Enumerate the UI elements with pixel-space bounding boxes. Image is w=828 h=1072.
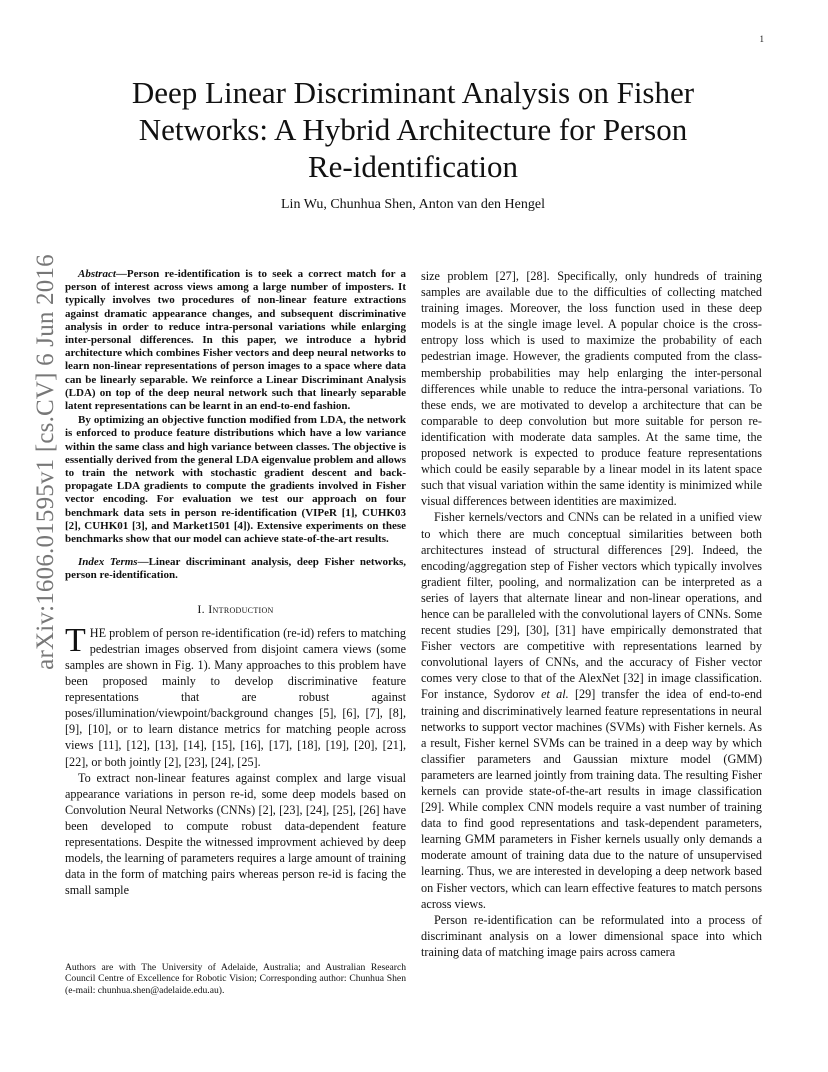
intro-text-1: problem of person re-identification (re-id) refers to matching pedestrian images observed from disjoint camera views (some samples are shown in Fig. 1). Many approaches to this problem have been proposed mainly to develop discriminative feature representations that are robust against poses/illumination/viewpoint/background changes [5], [6], [7], [8], [9], [10], or to learn distance metrics for matching people across views [11], [12], [13], [14], [15], [16], [17], [18], [19], [20], [21], [22], or both jointly [2], [23], [24], [25]. (65, 625, 406, 769)
drop-cap: T (65, 621, 86, 659)
right-paragraph-2 (421, 509, 762, 911)
author-footnote: Authors are with The University of Adelaide, Australia; and Australian Research Council Centre of Excellence for Robotic Vision; Corresponding author: Chunhua Shen (e-mail: chunhua.shen@adelaide.edu.au). (65, 962, 406, 996)
right-paragraph-2b: [29] transfer the idea of end-to-end training and discriminatively learned feature representations in neural networks to support vector machines (SVMs) with Fisher kernels. As a result, Fisher kernel SVMs can be trained in a deep way by which classifier parameters and Gaussian mixture model (GMM) parameters are learned jointly from training data. The resulting Fisher kernels can provide state-of-the-art results in image classification [29]. While complex CNN models require a vast number of training data to find good representations and task-dependent parameters, learning GMM parameters in Fisher kernels usually only demands a moderate amount of training data due to the nature of unsupervised learning. Thus, we are interested in developing a deep network based on Fisher vectors, which can learn effective features to match persons across views. (421, 687, 763, 911)
paper-title (90, 74, 736, 185)
abstract (65, 268, 406, 546)
intro-paragraph-1 (65, 621, 406, 770)
right-paragraph-2a: Fisher kernels/vectors and CNNs can be related in a unified view to which there are much conceptual similarities between both architectures instead of structural differences [29]. Indeed, the encoding/aggregation step of Fisher vectors which typically involves gradient filter, pooling, and normalization can be interpreted as a series of layers that alternate linear and non-linear operations, and hence can be paralleled with the convolutional layers of CNNs. Some recent studies [29], [30], [31] have empirically demonstrated that Fisher vectors are competitive with representations learned by convolutional layers of CNNs, and the accuracy of Fisher vector comes very close to that of the AlexNet [32] in image classification. For instance, Sydorov (421, 510, 762, 702)
right-paragraph-3: Person re-identification can be reformulated into a process of discriminant analysis on a lower dimensional space into which training data of matching image pairs across camera (421, 912, 762, 959)
index-terms-text: —Linear discriminant analysis, deep Fisher networks, person re-identification. (65, 556, 406, 582)
title-line-1: Deep Linear Discriminant Analysis on Fisher (131, 75, 695, 110)
arxiv-stamp[interactable]: arXiv:1606.01595v1 [cs.CV] 6 Jun 2016 (32, 254, 59, 670)
abstract-paragraph-2: By optimizing an objective function modified from LDA, the network is enforced to produce feature distributions which have a low variance within the same class and high variance between classes. The objective is essentially derived from the general LDA eigenvalue problem and allows to train the network with stochastic gradient descent and back-propagate LDA gradients to compute the gradients involved in Fisher vector encoding. For evaluation we test our approach on four benchmark data sets in person re-identification (VIPeR [1], CUHK03 [2], CUHK01 [3], and Market1501 [4]). Extensive experiments on these benchmarks show that our model can achieve state-of-the-art results. (65, 414, 406, 546)
right-paragraph-1: size problem [27], [28]. Specifically, only hundreds of training samples are available due to the difficulties of collecting matched training images. Moreover, the loss function used in these deep models is at the single image level. A popular choice is the cross-entropy loss which is used to maximize the probability of each pedestrian image. However, the gradients computed from the class-membership probabilities may help enlarging the inter-personal differences while unable to reduce the intra-personal variations. To these ends, we are motivated to develop a architecture that can be comparable to deep convolution but more suitable for person re-identification with moderate data samples. At the same time, the proposed network is expected to produce feature representations which could be easily separable by a linear model in its latent space such that visual variation within the same identity is minimized while visual differences between identities are maximized. (421, 269, 762, 509)
index-terms-lead: Index Terms (78, 556, 138, 569)
section-heading-introduction: I. Introduction (197, 601, 274, 616)
intro-paragraph-2: To extract non-linear features against complex and large visual appearance variations in person re-id, some deep models based on Convolution Neural Networks (CNNs) [2], [23], [24], [25], [26] have been developed to compute robust data-dependent feature representations. Despite the witnessed improvment achieved by deep models, the learning of parameters requires a large amount of training data in the form of matching pairs whereas person re-id is facing the small sample (65, 770, 406, 898)
left-column (65, 268, 406, 898)
intro-first-word: HE (89, 625, 107, 640)
et-al: et al. (541, 687, 569, 702)
author-list: Lin Wu, Chunhua Shen, Anton van den Hengel (281, 197, 545, 212)
page-number: 1 (759, 34, 764, 44)
right-column (421, 268, 762, 960)
abstract-paragraph-1 (65, 268, 406, 413)
abstract-lead: Abstract (78, 268, 116, 280)
index-terms (65, 556, 406, 582)
title-line-2: Networks: A Hybrid Architecture for Person (138, 112, 688, 147)
abstract-text-1: —Person re-identification is to seek a correct match for a person of interest across views among a large number of imposters. It typically involves two procedures of non-linear feature extractions against dramatic appearance changes, and subsequent discriminative analysis in order to reduce intra-personal variations while enlarging inter-personal differences. In this paper, we introduce a hybrid architecture which combines Fisher vectors and deep neural networks to learn non-linear representations of person images to a space where data can be linearly separable. We reinforce a Linear Discriminant Analysis (LDA) on top of the deep neural network such that linearly separable latent representations can be learnt in an end-to-end fashion. (65, 268, 406, 413)
title-line-3: Re-identification (307, 149, 519, 184)
